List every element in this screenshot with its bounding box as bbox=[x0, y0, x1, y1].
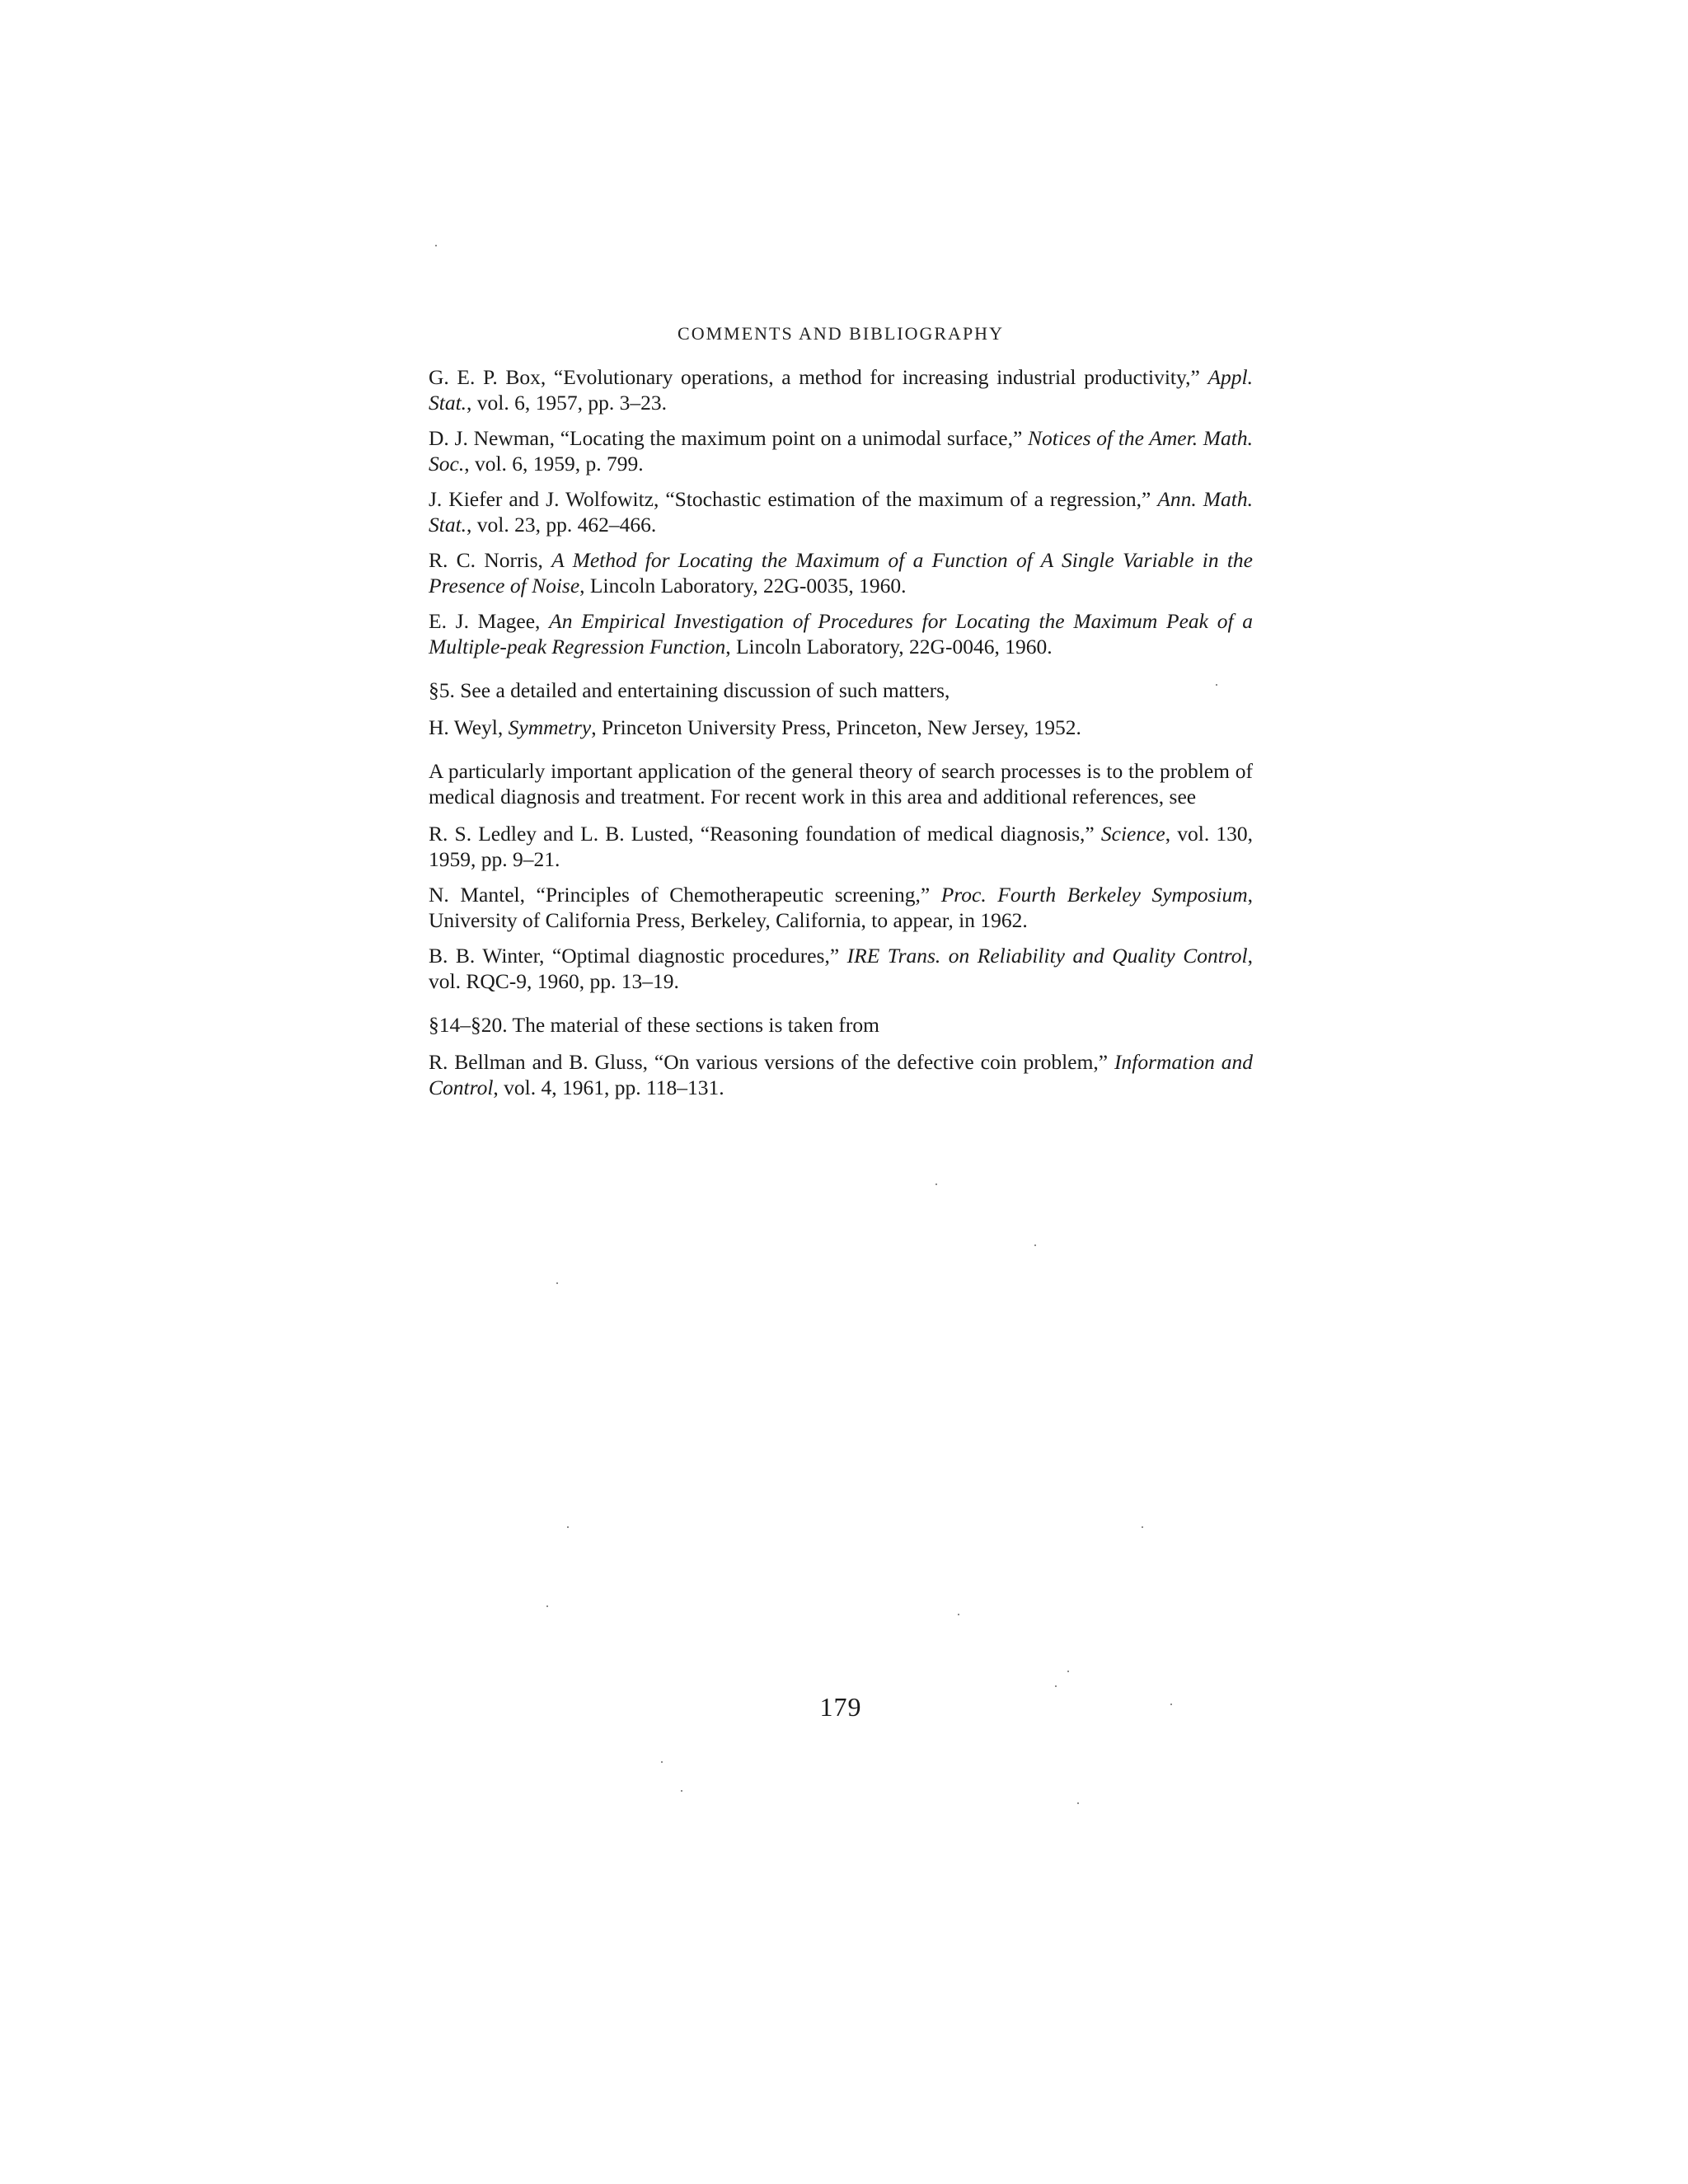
reference-book-title: An Empirical Investigation of Procedures for Locating the Maximum Peak of a Multiple-peak Regression Function bbox=[429, 609, 1253, 658]
reference-details: , vol. RQC-9, 1960, pp. 13–19. bbox=[429, 944, 1253, 993]
section-note-5: §5. See a detailed and entertaining discussion of such matters, bbox=[429, 678, 950, 702]
reference-list-medical bbox=[429, 821, 1253, 994]
scan-speck bbox=[681, 1790, 682, 1792]
reference-journal: Proc. Fourth Berkeley Symposium bbox=[940, 883, 1248, 907]
scan-speck bbox=[1067, 1671, 1069, 1672]
reference-entry bbox=[429, 882, 1253, 933]
scan-speck bbox=[958, 1614, 959, 1615]
medical-diagnosis-paragraph: A particularly important application of the general theory of search processes is to the problem of medical diagnosis and treatment. For recent work in this area and additional references, see bbox=[429, 759, 1253, 808]
reference-journal: Information and Control bbox=[429, 1050, 1253, 1099]
reference-details: , Lincoln Laboratory, 22G-0046, 1960. bbox=[725, 635, 1053, 658]
reference-book-title: Symmetry bbox=[508, 715, 592, 739]
scan-speck bbox=[935, 1183, 937, 1185]
scan-speck bbox=[1142, 1526, 1143, 1528]
bibliography-content bbox=[429, 364, 1253, 1110]
reference-author: R. Bellman and B. Gluss, bbox=[429, 1050, 649, 1074]
section-note-14-20: §14–§20. The material of these sections is taken from bbox=[429, 1013, 879, 1037]
reference-author: B. B. Winter, bbox=[429, 944, 545, 968]
reference-author: N. Mantel, bbox=[429, 883, 525, 907]
scan-speck bbox=[1077, 1802, 1079, 1804]
running-head: COMMENTS AND BIBLIOGRAPHY bbox=[678, 323, 1004, 344]
scan-speck bbox=[1055, 1685, 1057, 1687]
reference-details: , University of California Press, Berkeley, California, to appear, in 1962. bbox=[429, 883, 1253, 932]
scan-speck bbox=[1170, 1704, 1172, 1705]
reference-book-title: A Method for Locating the Maximum of a Function of A Single Variable in the Presence of Noise bbox=[429, 548, 1254, 598]
reference-author: E. J. Magee, bbox=[429, 609, 541, 633]
reference-entry bbox=[429, 425, 1253, 476]
reference-title: “Principles of Chemotherapeutic screening,” bbox=[524, 883, 941, 907]
reference-author: J. Kiefer and J. Wolfowitz, bbox=[429, 487, 659, 511]
reference-title: “Stochastic estimation of the maximum of a regression,” bbox=[659, 487, 1158, 511]
reference-entry bbox=[429, 943, 1253, 994]
reference-entry bbox=[429, 821, 1253, 872]
reference-title: “Reasoning foundation of medical diagnosis,” bbox=[693, 822, 1101, 846]
scan-speck bbox=[567, 1526, 569, 1528]
reference-journal: Science bbox=[1100, 822, 1165, 846]
reference-title: “On various versions of the defective coin problem,” bbox=[648, 1050, 1115, 1074]
reference-details: , Princeton University Press, Princeton, New Jersey, 1952. bbox=[591, 715, 1081, 739]
reference-journal: Appl. Stat. bbox=[429, 365, 1253, 415]
reference-entry bbox=[429, 547, 1253, 598]
reference-list-search-methods bbox=[429, 364, 1253, 659]
reference-details: , vol. 4, 1961, pp. 118–131. bbox=[493, 1076, 724, 1099]
reference-entry bbox=[429, 486, 1253, 537]
reference-author: H. Weyl, bbox=[429, 715, 504, 739]
reference-title: “Locating the maximum point on a unimodal surface,” bbox=[555, 426, 1029, 450]
reference-author: R. C. Norris, bbox=[429, 548, 543, 572]
scan-speck bbox=[1034, 1244, 1036, 1246]
reference-entry bbox=[429, 715, 1253, 740]
reference-author: R. S. Ledley and L. B. Lusted, bbox=[429, 822, 694, 846]
scan-speck bbox=[1216, 684, 1217, 686]
reference-entry bbox=[429, 608, 1253, 659]
reference-title bbox=[540, 609, 549, 633]
reference-entry bbox=[429, 1049, 1253, 1100]
reference-details: , Lincoln Laboratory, 22G-0035, 1960. bbox=[579, 574, 907, 598]
reference-author: D. J. Newman, bbox=[429, 426, 555, 450]
page-number: 179 bbox=[819, 1692, 862, 1722]
reference-journal: IRE Trans. on Reliability and Quality Control bbox=[846, 944, 1248, 968]
reference-entry bbox=[429, 364, 1253, 415]
reference-journal: Notices of the Amer. Math. Soc. bbox=[429, 426, 1254, 476]
reference-title bbox=[543, 548, 551, 572]
reference-title: “Evolutionary operations, a method for increasing industrial productivity,” bbox=[546, 365, 1208, 389]
scan-speck bbox=[661, 1761, 663, 1763]
reference-title: “Optimal diagnostic procedures,” bbox=[544, 944, 847, 968]
reference-details: , vol. 6, 1957, pp. 3–23. bbox=[467, 391, 668, 415]
scan-speck bbox=[435, 245, 437, 246]
scan-speck bbox=[556, 1282, 558, 1284]
reference-author: G. E. P. Box, bbox=[429, 365, 546, 389]
reference-details: , vol. 6, 1959, p. 799. bbox=[464, 452, 644, 476]
scan-speck bbox=[546, 1605, 548, 1607]
reference-journal: Ann. Math. Stat. bbox=[429, 487, 1253, 537]
reference-details: , vol. 23, pp. 462–466. bbox=[467, 513, 657, 537]
reference-details: , vol. 130, 1959, pp. 9–21. bbox=[429, 822, 1253, 871]
